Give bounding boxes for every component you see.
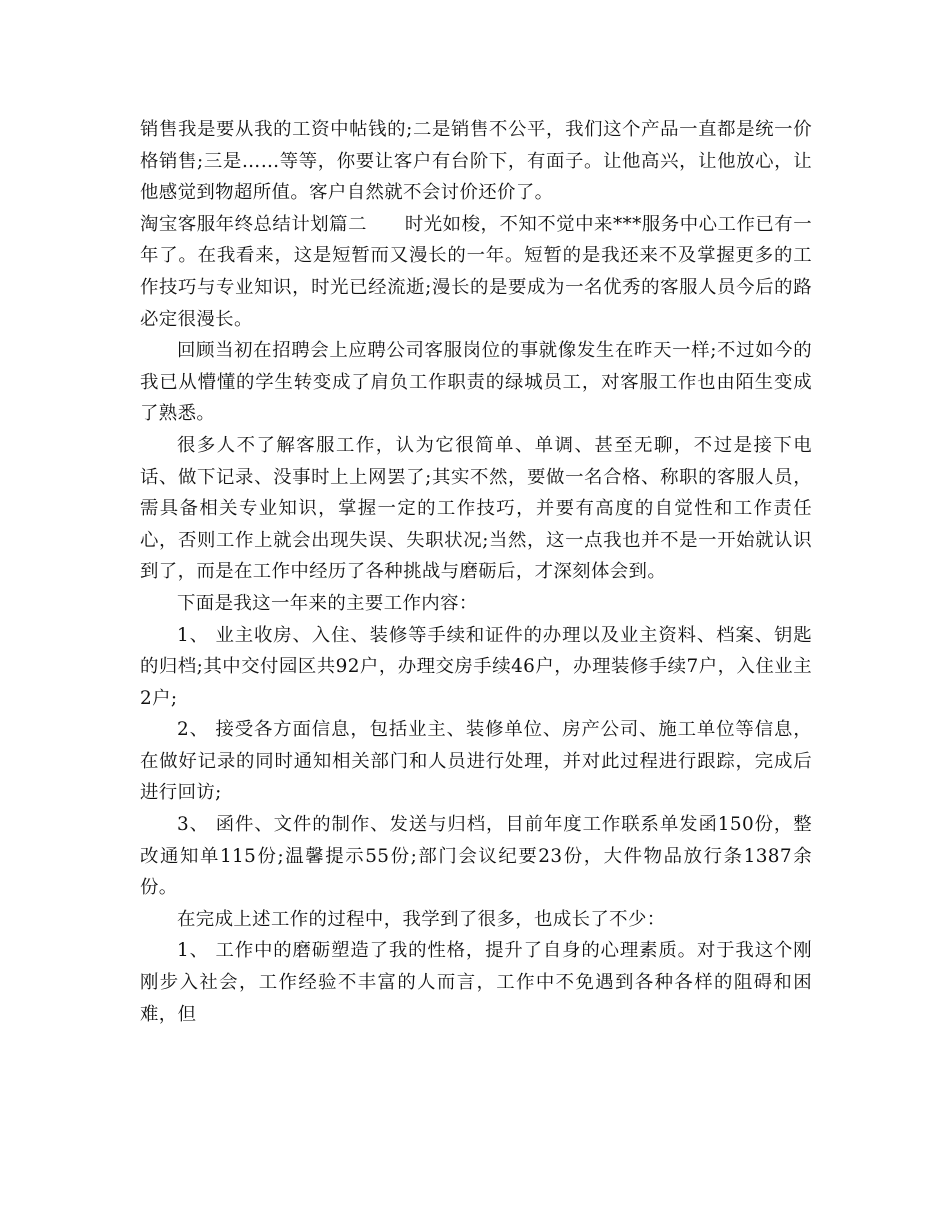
- document-body: [140, 114, 812, 1030]
- list-item-1: 1、 业主收房、入住、装修等手续和证件的办理以及业主资料、档案、钥匙的归档;其中交付园区共92户，办理交房手续46户，办理装修手续7户，入住业主2户;: [140, 624, 812, 709]
- learned-item-1: 1、 工作中的磨砺塑造了我的性格，提升了自身的心理素质。对于我这个刚刚步入社会，工作经验不丰富的人而言，工作中不免遇到各种各样的阻碍和困难，但: [140, 940, 812, 1025]
- paragraph-learned-intro: 在完成上述工作的过程中，我学到了很多，也成长了不少：: [177, 908, 666, 930]
- list-item-2: 2、 接受各方面信息，包括业主、装修单位、房产公司、施工单位等信息，在做好记录的同时通知相关部门和人员进行处理，并对此过程进行跟踪，完成后进行回访;: [140, 719, 812, 804]
- paragraph-recall: 回顾当初在招聘会上应聘公司客服岗位的事就像发生在昨天一样;不过如今的我已从懵懂的学生转变成了肩负工作职责的绿城员工，对客服工作也由陌生变成了熟悉。: [140, 340, 812, 425]
- paragraph-section-title: 淘宝客服年终总结计划篇二 时光如梭，不知不觉中来***服务中心工作已有一年了。在我看来，这是短暂而又漫长的一年。短暂的是我还来不及掌握更多的工作技巧与专业知识，时光已经流逝;漫长的是要成为一名优秀的客服人员今后的路必定很漫长。: [140, 213, 812, 330]
- paragraph-misconception: 很多人不了解客服工作，认为它很简单、单调、甚至无聊，不过是接下电话、做下记录、没事时上上网罢了;其实不然，要做一名合格、称职的客服人员，需具备相关专业知识，掌握一定的工作技巧，并要有高度的自觉性和工作责任心，否则工作上就会出现失误、失职状况;当然，这一点我也并不是一开始就认识到了，而是在工作中经历了各种挑战与磨砺后，才深刻体会到。: [140, 434, 812, 583]
- paragraph-work-intro: 下面是我这一年来的主要工作内容：: [177, 592, 478, 614]
- list-item-3: 3、 函件、文件的制作、发送与归档，目前年度工作联系单发函150份，整改通知单115份;温馨提示55份;部门会议纪要23份，大件物品放行条1387余份。: [140, 814, 812, 899]
- paragraph-continuation: 销售我是要从我的工资中帖钱的;二是销售不公平，我们这个产品一直都是统一价格销售;三是……等等，你要让客户有台阶下，有面子。让他高兴，让他放心，让他感觉到物超所值。客户自然就不会讨价还价了。: [140, 119, 812, 204]
